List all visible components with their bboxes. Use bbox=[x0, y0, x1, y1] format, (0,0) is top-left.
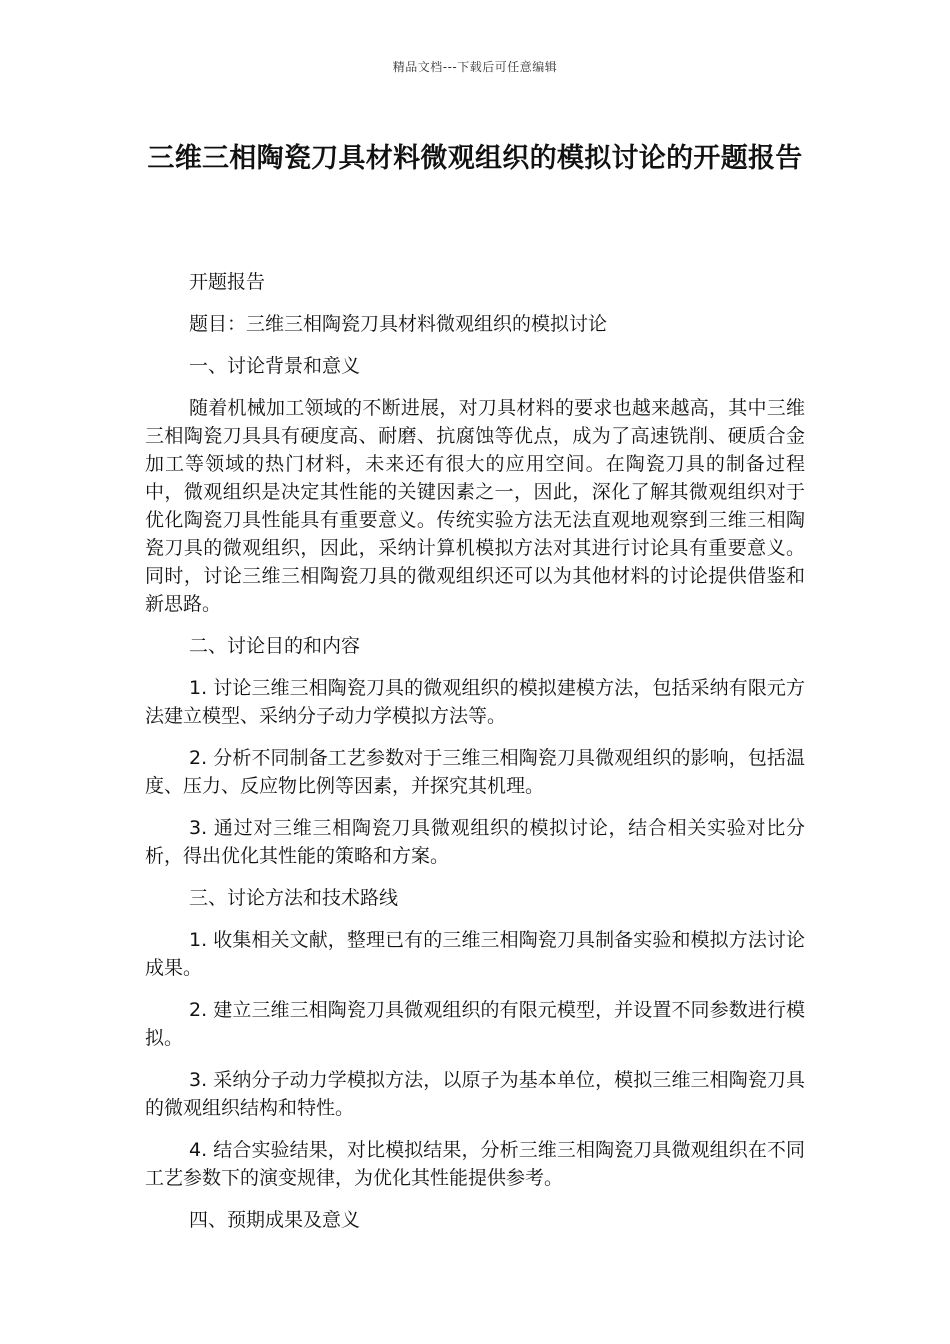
section-heading-background: 一、讨论背景和意义 bbox=[189, 355, 361, 377]
method-item-4: 4. 结合实验结果，对比模拟结果，分析三维三相陶瓷刀具微观组织在不同工艺参数下的演变规律，为优化其性能提供参考。 bbox=[145, 1139, 805, 1189]
objective-item-2: 2. 分析不同制备工艺参数对于三维三相陶瓷刀具微观组织的影响，包括温度、压力、反应物比例等因素，并探究其机理。 bbox=[145, 747, 805, 797]
method-item-3: 3. 采纳分子动力学模拟方法，以原子为基本单位，模拟三维三相陶瓷刀具的微观组织结构和特性。 bbox=[145, 1069, 805, 1119]
section-heading-methods: 三、讨论方法和技术路线 bbox=[189, 887, 399, 909]
section-heading-outcomes: 四、预期成果及意义 bbox=[189, 1209, 361, 1231]
method-item-1: 1. 收集相关文献，整理已有的三维三相陶瓷刀具制备实验和模拟方法讨论成果。 bbox=[145, 929, 805, 979]
header-note: 精品文档---下载后可任意编辑 bbox=[392, 60, 558, 74]
topic-line: 题目：三维三相陶瓷刀具材料微观组织的模拟讨论 bbox=[189, 313, 608, 335]
objective-item-3: 3. 通过对三维三相陶瓷刀具微观组织的模拟讨论，结合相关实验对比分析，得出优化其性能的策略和方案。 bbox=[145, 817, 805, 867]
document-title: 三维三相陶瓷刀具材料微观组织的模拟讨论的开题报告 bbox=[147, 143, 803, 174]
section-label-report: 开题报告 bbox=[189, 271, 266, 293]
background-paragraph: 随着机械加工领域的不断进展，对刀具材料的要求也越来越高，其中三维三相陶瓷刀具具有硬度高、耐磨、抗腐蚀等优点，成为了高速铣削、硬质合金加工等领域的热门材料，未来还有很大的应用空间。在陶瓷刀具的制备过程中，微观组织是决定其性能的关键因素之一，因此，深化了解其微观组织对于优化陶瓷刀具性能具有重要意义。传统实验方法无法直观地观察到三维三相陶瓷刀具的微观组织，因此，采纳计算机模拟方法对其进行讨论具有重要意义。同时，讨论三维三相陶瓷刀具的微观组织还可以为其他材料的讨论提供借鉴和新思路。 bbox=[145, 397, 805, 615]
objective-item-1: 1. 讨论三维三相陶瓷刀具的微观组织的模拟建模方法，包括采纳有限元方法建立模型、采纳分子动力学模拟方法等。 bbox=[145, 677, 805, 727]
document-body bbox=[145, 268, 805, 1248]
method-item-2: 2. 建立三维三相陶瓷刀具微观组织的有限元模型，并设置不同参数进行模拟。 bbox=[145, 999, 805, 1049]
section-heading-objectives: 二、讨论目的和内容 bbox=[189, 635, 361, 657]
